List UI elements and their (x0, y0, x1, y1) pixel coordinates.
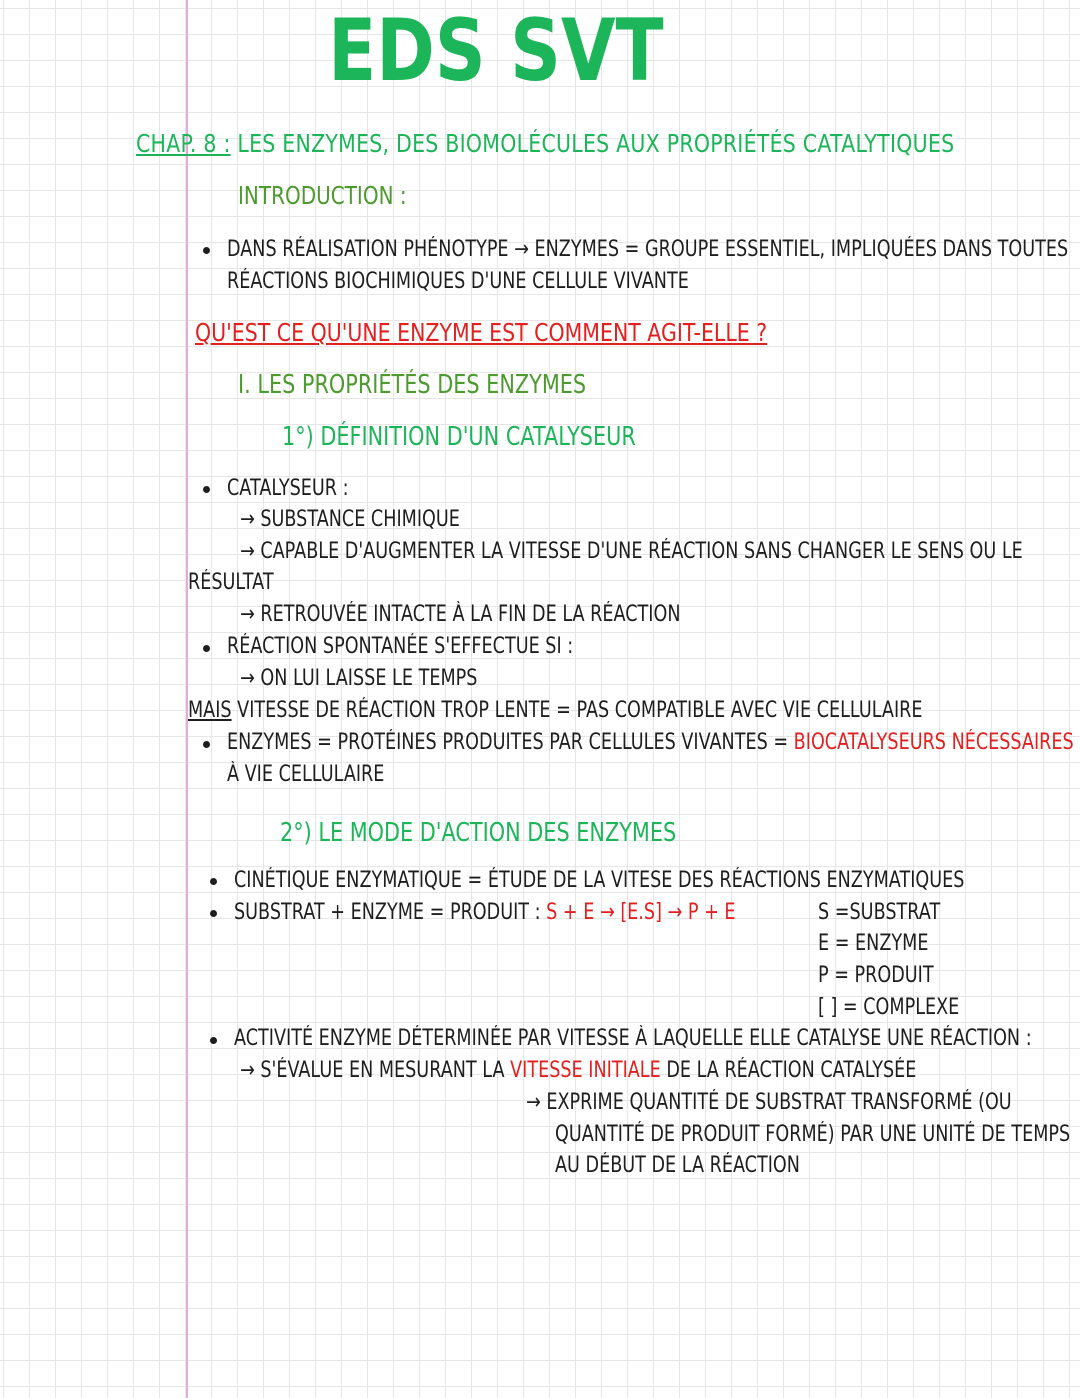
subsection-1-heading: 1°) DÉFINITION D'UN CATALYSEUR (282, 422, 636, 452)
bullet-icon (203, 247, 210, 254)
cinetique-line: CINÉTIQUE ENZYMATIQUE = ÉTUDE DE LA VITESE DES RÉACTIONS ENZYMATIQUES (234, 868, 965, 893)
page-title: EDS SVT (328, 1, 664, 101)
intro-line-2: RÉACTIONS BIOCHIMIQUES D'UNE CELLULE VIVANTE (227, 269, 689, 294)
chapter-heading (136, 131, 954, 156)
bullet-icon (210, 1037, 217, 1044)
activite-line-3: → EXPRIME QUANTITÉ DE SUBSTRAT TRANSFORMÉ (OU (526, 1090, 1012, 1115)
legend-produit: P = PRODUIT (818, 963, 934, 988)
activite-line-1: ACTIVITÉ ENZYME DÉTERMINÉE PAR VITESSE À LAQUELLE ELLE CATALYSE UNE RÉACTION : (234, 1026, 1032, 1051)
legend-substrat: S =SUBSTRAT (818, 900, 941, 925)
catalyseur-heading: CATALYSEUR : (227, 476, 349, 501)
activite-line-2-start: → S'ÉVALUE EN MESURANT LA (240, 1058, 511, 1083)
spontanee-heading: RÉACTION SPONTANÉE S'EFFECTUE SI : (227, 634, 574, 659)
spontanee-line-1: → ON LUI LAISSE LE TEMPS (240, 666, 478, 691)
mais-word: MAIS (188, 698, 232, 723)
enzymes-definition (227, 732, 1074, 754)
legend-enzyme: E = ENZYME (818, 931, 929, 956)
catalyseur-line-3: RÉSULTAT (188, 570, 274, 595)
activite-line-2 (240, 1060, 916, 1082)
substrat-text: SUBSTRAT + ENZYME = PRODUIT : (234, 900, 547, 925)
enzymes-definition-highlight-2: À VIE CELLULAIRE (227, 762, 385, 787)
activite-line-5: AU DÉBUT DE LA RÉACTION (555, 1153, 800, 1178)
catalyseur-line-2: → CAPABLE D'AUGMENTER LA VITESSE D'UNE RÉACTION SANS CHANGER LE SENS OU LE (240, 539, 1023, 564)
intro-line-1: DANS RÉALISATION PHÉNOTYPE → ENZYMES = GROUPE ESSENTIEL, IMPLIQUÉES DANS TOUTES (227, 237, 1069, 262)
substrat-line (234, 902, 736, 924)
activite-line-2-end: DE LA RÉACTION CATALYSÉE (660, 1058, 917, 1083)
bullet-icon (203, 486, 210, 493)
mais-line (188, 700, 923, 722)
mais-rest: VITESSE DE RÉACTION TROP LENTE = PAS COMPATIBLE AVEC VIE CELLULAIRE (231, 698, 923, 723)
vitesse-initiale-highlight: VITESSE INITIALE (510, 1058, 661, 1083)
enzymes-definition-highlight: BIOCATALYSEURS NÉCESSAIRES (793, 730, 1074, 755)
bullet-icon (203, 741, 210, 748)
bullet-icon (210, 878, 217, 885)
activite-line-4: QUANTITÉ DE PRODUIT FORMÉ) PAR UNE UNITÉ DE TEMPS (555, 1122, 1071, 1147)
intro-heading: INTRODUCTION : (238, 181, 407, 210)
question-heading: QU'EST CE QU'UNE ENZYME EST COMMENT AGIT-ELLE ? (195, 318, 768, 347)
enzymes-definition-text: ENZYMES = PROTÉINES PRODUITES PAR CELLULES VIVANTES = (227, 730, 794, 755)
bullet-icon (203, 645, 210, 652)
chapter-label: CHAP. 8 : (136, 129, 231, 158)
subsection-2-heading: 2°) LE MODE D'ACTION DES ENZYMES (280, 818, 677, 848)
legend-complexe: [ ] = COMPLEXE (818, 995, 960, 1020)
catalyseur-line-1: → SUBSTANCE CHIMIQUE (240, 507, 460, 532)
catalyseur-line-4: → RETROUVÉE INTACTE À LA FIN DE LA RÉACTION (240, 602, 681, 627)
part-1-heading: I. LES PROPRIÉTÉS DES ENZYMES (238, 370, 587, 400)
bullet-icon (210, 910, 217, 917)
chapter-text: LES ENZYMES, DES BIOMOLÉCULES AUX PROPRIÉTÉS CATALYTIQUES (230, 129, 955, 158)
reaction-equation: S + E → [E.S] → P + E (546, 900, 736, 925)
